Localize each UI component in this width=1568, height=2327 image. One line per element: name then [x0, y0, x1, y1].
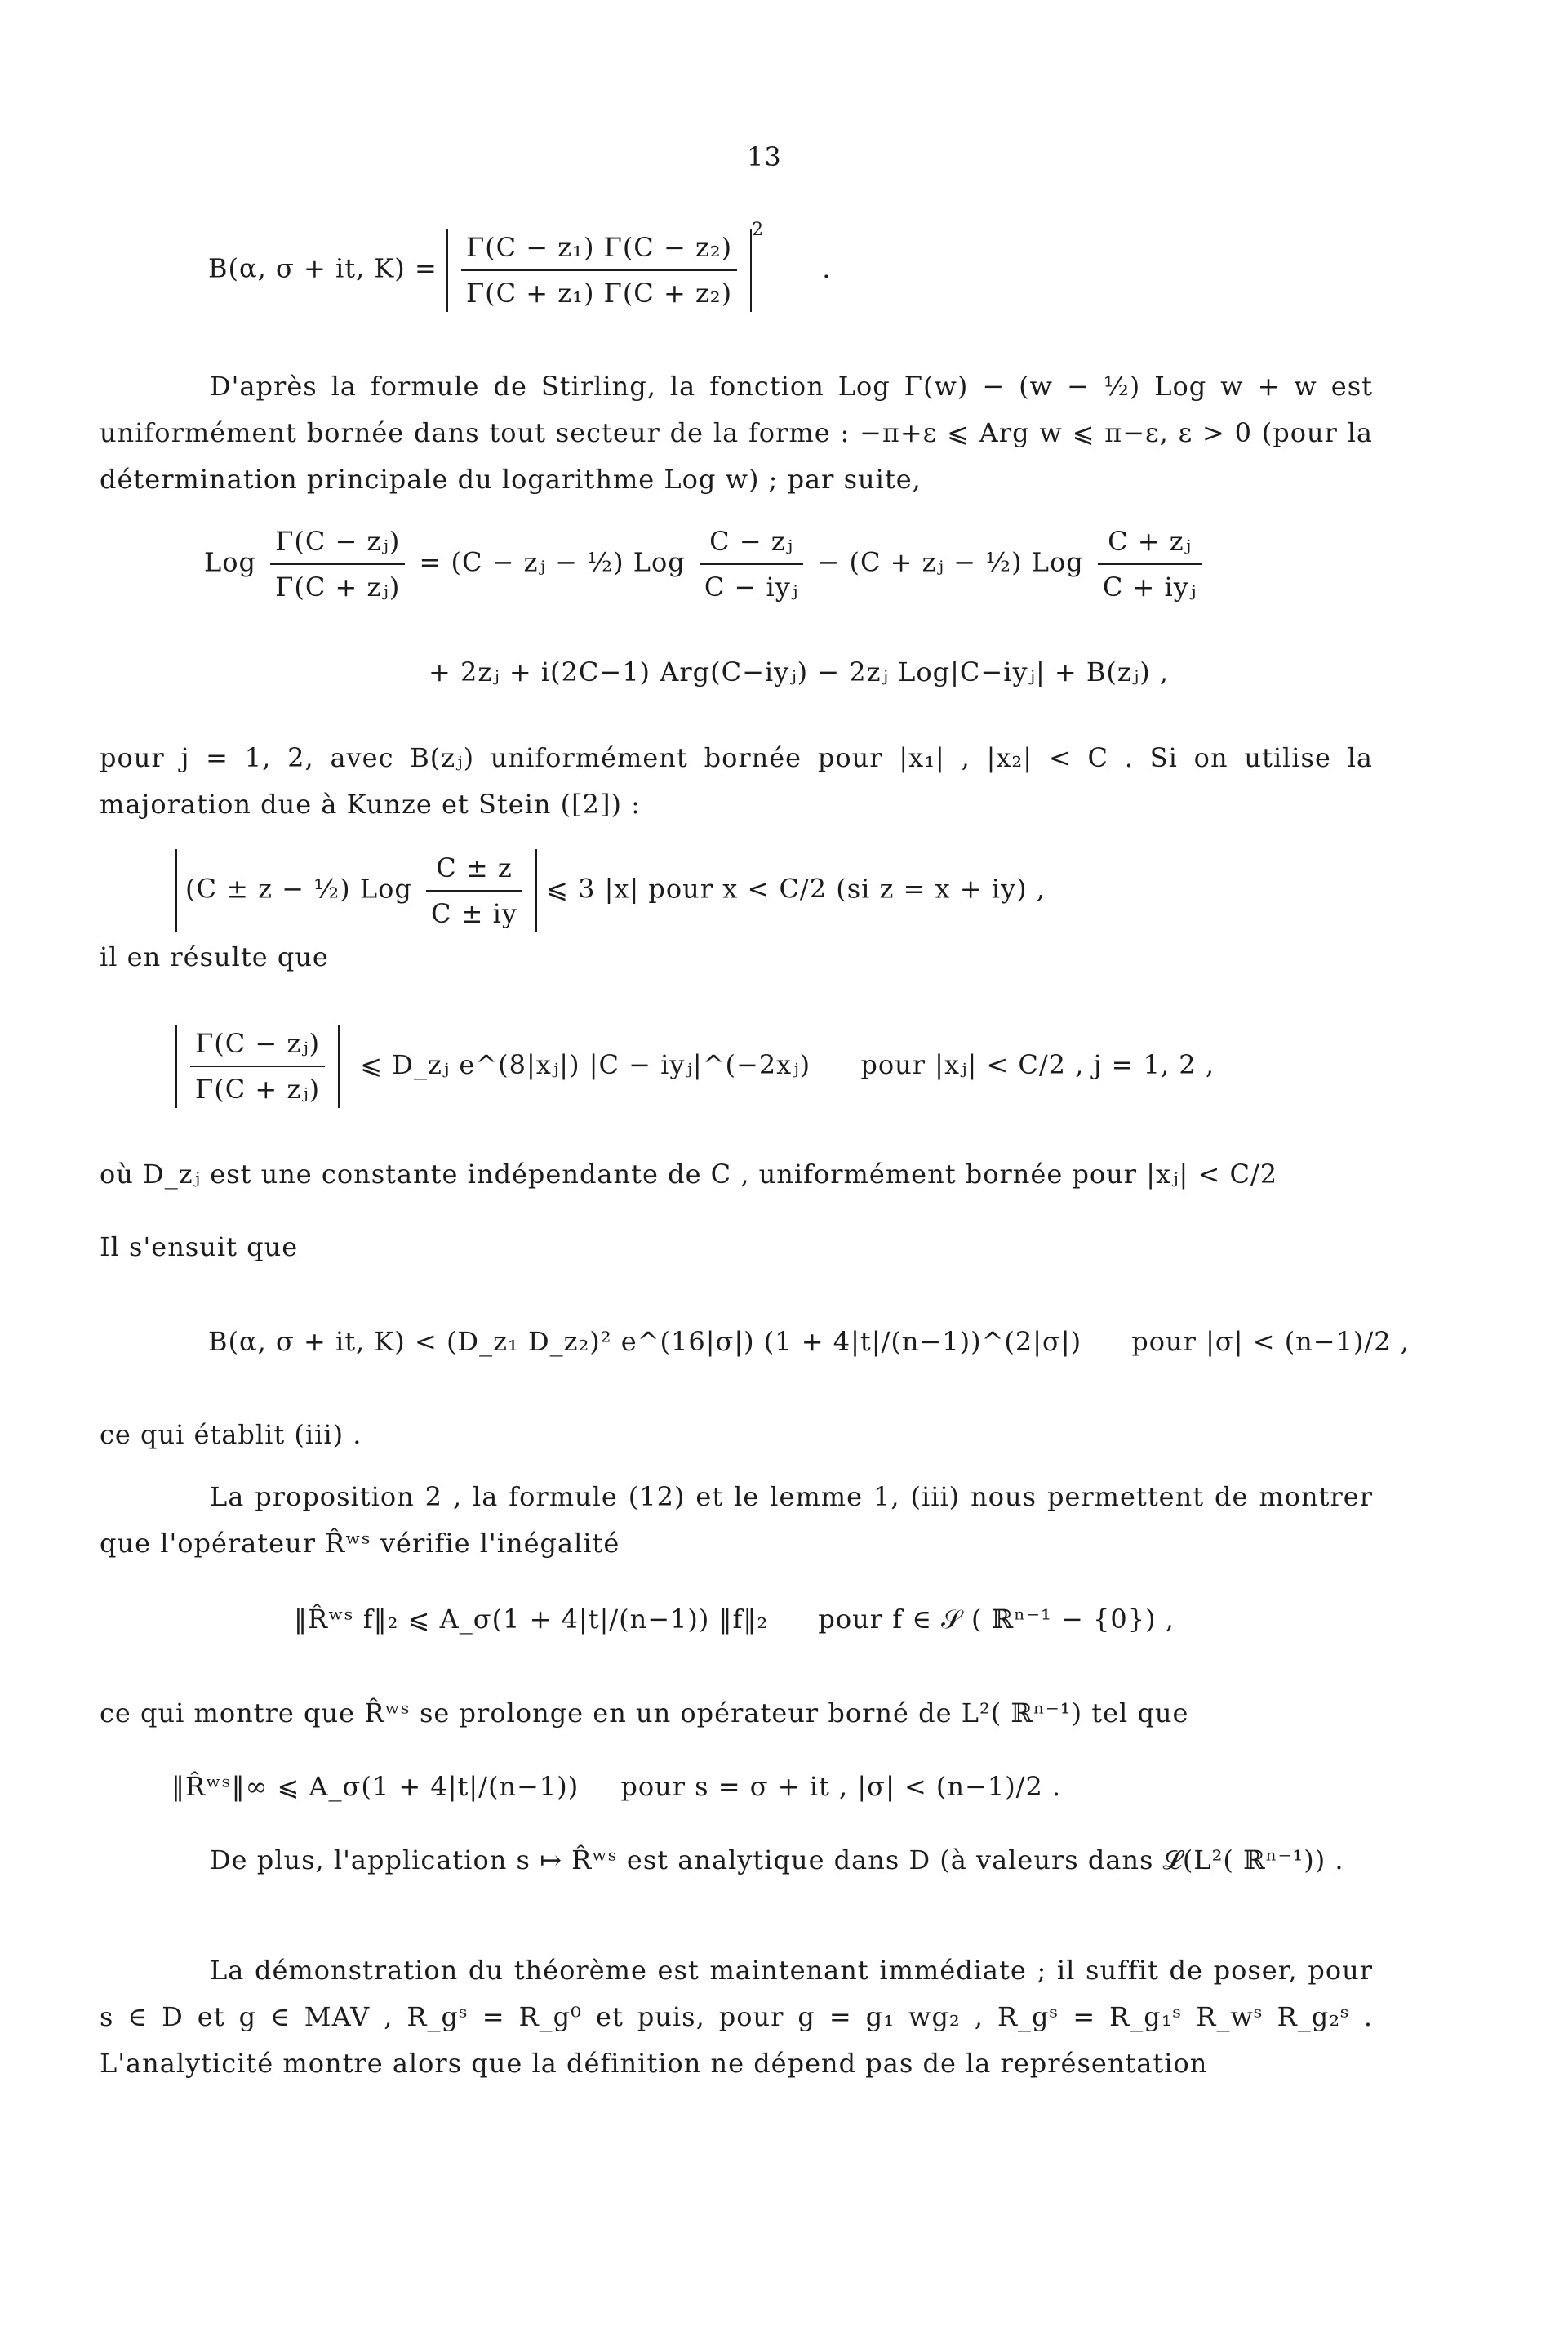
- eq-bound-fraction: [190, 1025, 325, 1108]
- eq-bound-cond: pour |xⱼ| < C/2 , j = 1, 2 ,: [860, 1048, 1215, 1080]
- eq-log-fraction-3: [1098, 523, 1202, 606]
- paragraph-analytique: De plus, l'application s ↦ R̂ʷˢ est analytique dans D (à valeurs dans 𝓛(L²( ℝⁿ⁻¹)) .: [210, 1844, 1344, 1875]
- eq-log-num-1: Γ(C − zⱼ): [270, 523, 405, 565]
- eq-kunze-right: ⩽ 3 |x| pour x < C/2 (si z = x + iy) ,: [546, 873, 1046, 905]
- paragraph-ou-d: où D_zⱼ est une constante indépendante de C , uniformément bornée pour |xⱼ| < C/2: [100, 1159, 1278, 1190]
- equation-log-line-2: + 2zⱼ + i(2C−1) Arg(C−iyⱼ) − 2zⱼ Log|C−iyⱼ| + B(zⱼ) ,: [429, 656, 1170, 687]
- eq-log-fraction-1: [270, 523, 405, 606]
- eq-bound-rhs: ⩽ D_zⱼ e^(8|xⱼ|) |C − iyⱼ|^(−2xⱼ): [360, 1048, 811, 1080]
- eq-norm-cond: pour f ∈ 𝒮 ( ℝⁿ⁻¹ − {0}) ,: [818, 1604, 1175, 1635]
- eq-log-mid-1: = (C − zⱼ − ½) Log: [419, 546, 686, 578]
- eq-log-fraction-2: [700, 523, 803, 606]
- paragraph-stirling: D'après la formule de Stirling, la fonction Log Γ(w) − (w − ½) Log w + w est uniformément bornée dans tout secteur de la forme : −π+ε ⩽ Arg w ⩽ π−ε, ε > 0 (pour la détermination principale du logarithme Log w) ; par suite,: [100, 371, 1373, 495]
- eq-kunze-den: C ± iy: [430, 898, 517, 929]
- paragraph-demonstration: La démonstration du théorème est maintenant immédiate ; il suffit de poser, pour s ∈ D et g ∈ MAV , R_gˢ = R_g⁰ et puis, pour g = g₁ wg₂ , R_gˢ = R_g₁ˢ R_wˢ R_g₂ˢ . L'analyticité montre alors que la définition ne dépend pas de la représentation: [100, 1955, 1373, 2079]
- page-number: 13: [747, 141, 782, 172]
- eq-b-lhs: B(α, σ + it, K) =: [208, 252, 438, 284]
- eq-bound-den: Γ(C + zⱼ): [195, 1074, 321, 1105]
- paragraph-il-en-resulte: il en résulte que: [100, 941, 329, 972]
- paragraph-il-sensuit: Il s'ensuit que: [100, 1231, 299, 1262]
- equation-log-expansion: [204, 523, 1206, 606]
- equation-infinity-norm: [171, 1768, 1061, 1805]
- equation-b-bound: [208, 1323, 1410, 1360]
- eq-bound-num: Γ(C − zⱼ): [190, 1025, 325, 1067]
- eq-kunze-left: (C ± z − ½) Log: [185, 873, 412, 905]
- eq-b-fraction: [461, 229, 737, 312]
- eq-kunze-abs: [175, 849, 537, 932]
- paragraph-etablit: ce qui établit (iii) .: [100, 1419, 362, 1450]
- eq-b-exponent: 2: [752, 219, 765, 240]
- paragraph-proposition: La proposition 2 , la formule (12) et le lemme 1, (iii) nous permettent de montrer que l'opérateur R̂ʷˢ vérifie l'inégalité: [100, 1481, 1373, 1559]
- equation-kunze-stein: [175, 849, 1046, 932]
- eq-b-abs: [446, 229, 752, 312]
- eq-b-tail: .: [822, 252, 832, 284]
- eq-kunze-fraction: [426, 849, 522, 932]
- eq-b-denominator: Γ(C + z₁) Γ(C + z₂): [465, 278, 733, 309]
- eq-log-num-3: C + zⱼ: [1098, 523, 1202, 565]
- eq-kunze-num: C ± z: [426, 849, 522, 892]
- paragraph-pour-j: pour j = 1, 2, avec B(zⱼ) uniformément bornée pour |x₁| , |x₂| < C . Si on utilise la majoration due à Kunze et Stein ([2]) :: [100, 742, 1373, 820]
- eq-bound-abs: [175, 1025, 340, 1108]
- equation-gamma-bound: [175, 1025, 1215, 1108]
- eq-bb-cond: pour |σ| < (n−1)/2 ,: [1131, 1326, 1410, 1357]
- eq-inf-cond: pour s = σ + it , |σ| < (n−1)/2 .: [620, 1771, 1062, 1802]
- eq-log-label: Log: [204, 546, 256, 578]
- eq-log-den-3: C + iyⱼ: [1102, 572, 1197, 603]
- eq-log-mid-2: − (C + zⱼ − ½) Log: [817, 546, 1084, 578]
- eq-inf-lhs: ‖R̂ʷˢ‖∞ ⩽ A_σ(1 + 4|t|/(n−1)): [171, 1771, 580, 1802]
- eq-log-den-1: Γ(C + zⱼ): [275, 572, 401, 603]
- eq-bb-lhs: B(α, σ + it, K) < (D_z₁ D_z₂)² e^(16|σ|) (1 + 4|t|/(n−1))^(2|σ|): [208, 1326, 1082, 1357]
- paragraph-prolonge: ce qui montre que R̂ʷˢ se prolonge en un opérateur borné de L²( ℝⁿ⁻¹) tel que: [100, 1697, 1189, 1729]
- equation-b-definition: [208, 219, 832, 312]
- eq-norm-lhs: ‖R̂ʷˢ f‖₂ ⩽ A_σ(1 + 4|t|/(n−1)) ‖f‖₂: [294, 1604, 769, 1635]
- eq-log-den-2: C − iyⱼ: [704, 572, 799, 603]
- eq-log-num-2: C − zⱼ: [700, 523, 803, 565]
- eq-b-numerator: Γ(C − z₁) Γ(C − z₂): [461, 229, 737, 271]
- equation-norm: [294, 1600, 1175, 1638]
